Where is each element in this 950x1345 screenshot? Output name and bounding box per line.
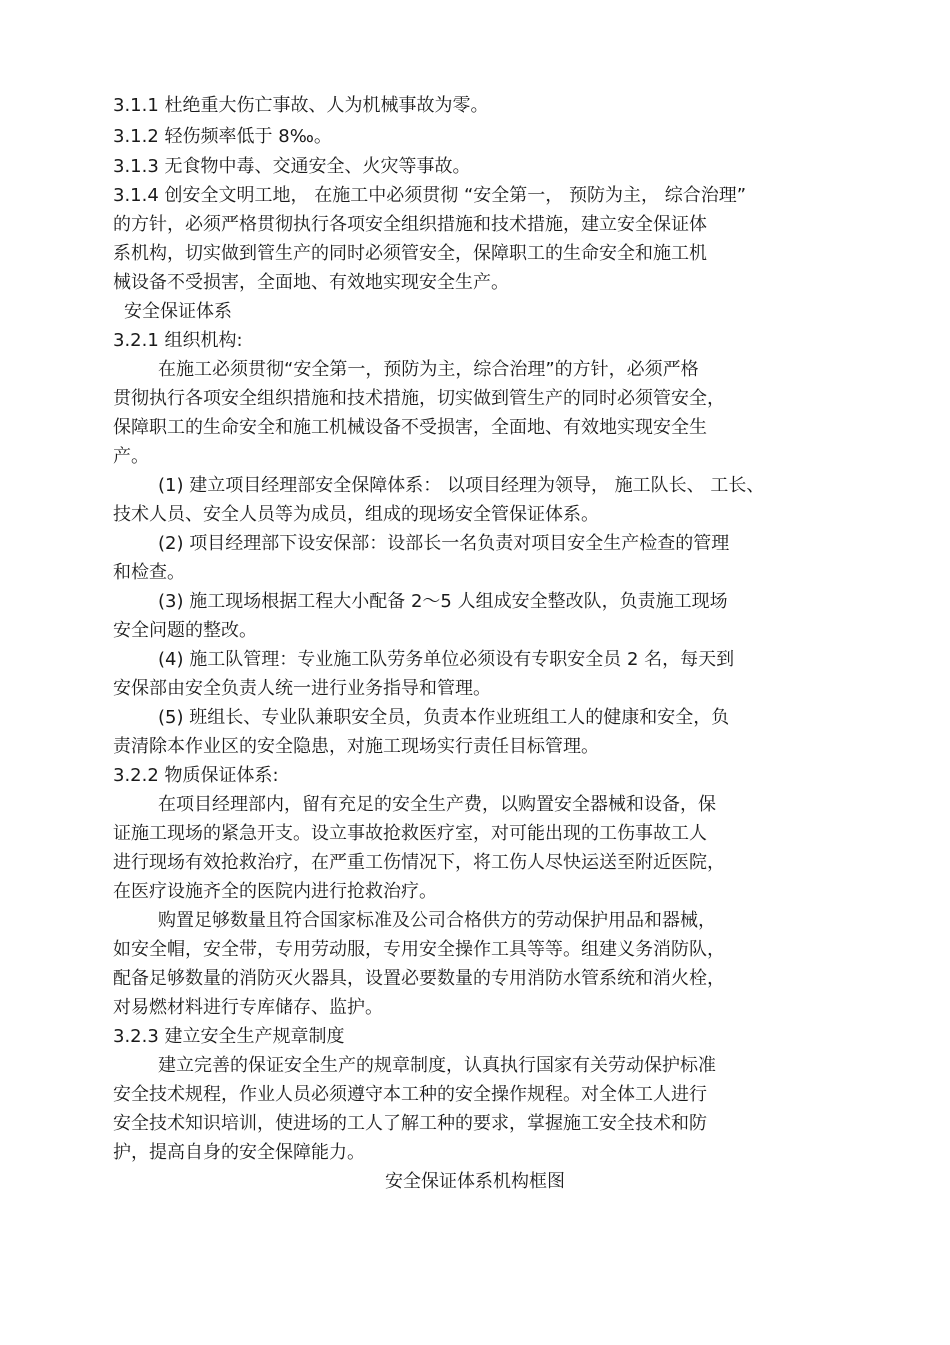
text-line: 械设备不受损害，全面地、有效地实现安全生产。 [113,272,509,293]
paragraph-line: 对易燃材料进行专库储存、监护。 [113,997,383,1018]
paragraph-line: 安全技术规程，作业人员必须遵守本工种的安全操作规程。对全体工人进行 [113,1084,707,1105]
list-item-4: (4) 施工队管理：专业施工队劳务单位必须设有专职安全员 2 名，每天到 [158,649,735,670]
paragraph-line: 在施工必须贯彻“安全第一，预防为主，综合治理”的方针，必须严格 [158,359,699,380]
paragraph-line: 在医疗设施齐全的医院内进行抢救治疗。 [113,881,437,902]
list-item-2: (2) 项目经理部下设安保部：设部长一名负责对项目安全生产检查的管理 [158,533,730,554]
list-item-5: (5) 班组长、专业队兼职安全员，负责本作业班组工人的健康和安全，负 [158,707,730,728]
paragraph-line: 在项目经理部内，留有充足的安全生产费，以购置安全器械和设备，保 [158,794,716,815]
list-item-1-cont: 技术人员、安全人员等为成员，组成的现场安全管保证体系。 [113,504,599,525]
item-3-1-3: 3.1.3 无食物中毒、交通安全、火灾等事故。 [113,156,471,177]
paragraph-line: 配备足够数量的消防灭火器具，设置必要数量的专用消防水管系统和消火栓， [113,968,725,989]
list-item-5-cont: 责清除本作业区的安全隐患，对施工现场实行责任目标管理。 [113,736,599,757]
paragraph-line: 建立完善的保证安全生产的规章制度，认真执行国家有关劳动保护标准 [158,1055,716,1076]
paragraph-line: 证施工现场的紧急开支。设立事故抢救医疗室，对可能出现的工伤事故工人 [113,823,707,844]
paragraph-line: 安全技术知识培训，使进场的工人了解工种的要求，掌握施工安全技术和防 [113,1113,707,1134]
figure-caption: 安全保证体系机构框图 [385,1171,565,1192]
list-item-1: (1) 建立项目经理部安全保障体系： 以项目经理为领导， 施工队长、 工长、 [158,475,765,496]
paragraph-line: 进行现场有效抢救治疗，在严重工伤情况下，将工伤人尽快运送至附近医院， [113,852,725,873]
paragraph-line: 护，提高自身的安全保障能力。 [113,1142,365,1163]
text-line: 的方针，必须严格贯彻执行各项安全组织措施和技术措施，建立安全保证体 [113,214,707,235]
list-item-2-cont: 和检查。 [113,562,185,583]
subsection-heading-3-2-1: 3.2.1 组织机构: [113,330,243,351]
subsection-heading-3-2-2: 3.2.2 物质保证体系: [113,765,279,786]
paragraph-line: 贯彻执行各项安全组织措施和技术措施，切实做到管生产的同时必须管安全， [113,388,725,409]
item-3-1-4: 3.1.4 创安全文明工地， 在施工中必须贯彻 “安全第一， 预防为主， 综合治理” [113,185,747,206]
list-item-4-cont: 安保部由安全负责人统一进行业务指导和管理。 [113,678,491,699]
list-item-3-cont: 安全问题的整改。 [113,620,257,641]
item-3-1-1: 3.1.1 杜绝重大伤亡事故、人为机械事故为零。 [113,95,489,116]
item-3-1-2: 3.1.2 轻伤频率低于 8‰。 [113,126,332,147]
paragraph-line: 购置足够数量且符合国家标准及公司合格供方的劳动保护用品和器械， [158,910,716,931]
list-item-3: (3) 施工现场根据工程大小配备 2～5 人组成安全整改队，负责施工现场 [158,591,728,612]
text-line: 系机构，切实做到管生产的同时必须管安全，保障职工的生命安全和施工机 [113,243,707,264]
paragraph-line: 保障职工的生命安全和施工机械设备不受损害，全面地、有效地实现安全生 [113,417,707,438]
section-heading: 安全保证体系 [124,301,232,322]
subsection-heading-3-2-3: 3.2.3 建立安全生产规章制度 [113,1026,345,1047]
paragraph-line: 如安全帽，安全带，专用劳动服，专用安全操作工具等等。组建义务消防队， [113,939,725,960]
paragraph-line: 产。 [113,446,149,467]
